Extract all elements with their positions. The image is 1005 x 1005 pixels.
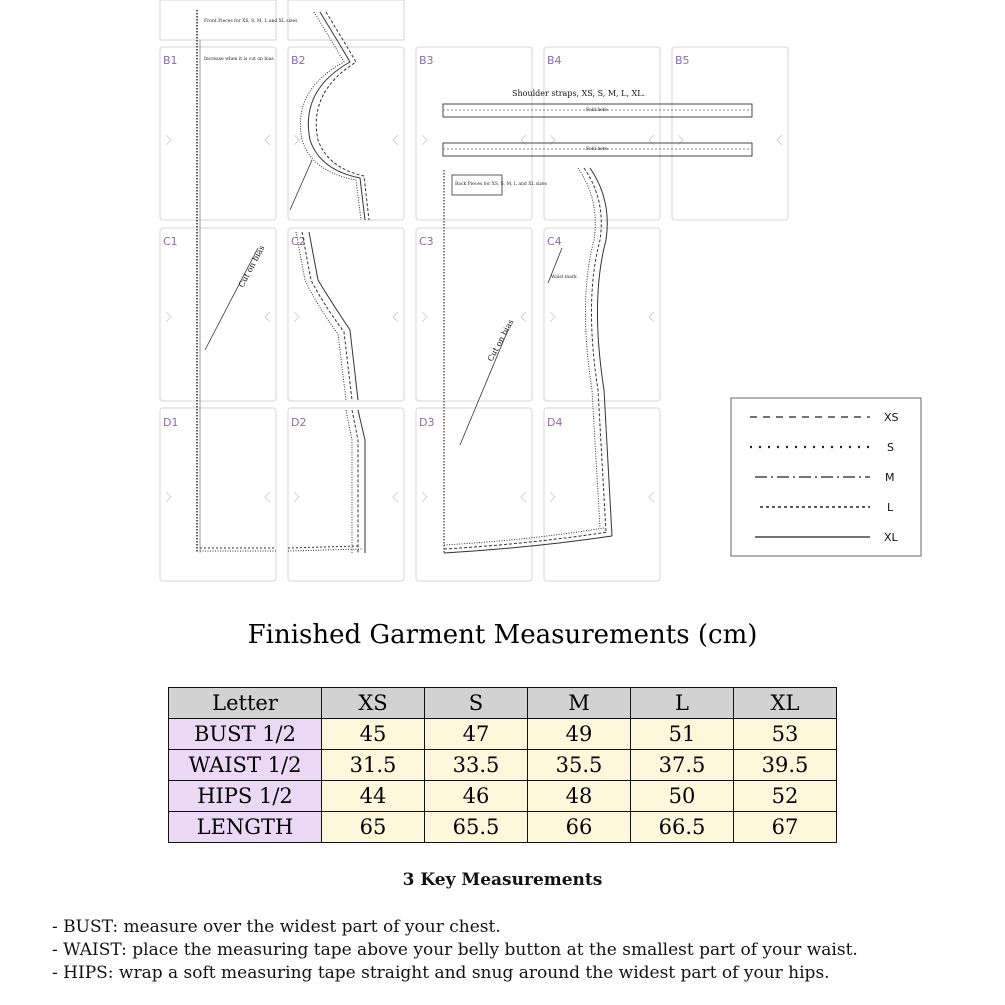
- tile-label: B3: [419, 54, 434, 67]
- table-row: [169, 750, 837, 781]
- tile-label: C4: [547, 235, 562, 248]
- table-cell: 31.5: [322, 750, 425, 781]
- page-title: Finished Garment Measurements (cm): [247, 620, 758, 650]
- row-header: HIPS 1/2: [169, 781, 322, 812]
- tile-label: C3: [419, 235, 434, 248]
- table-cell: 47: [425, 719, 528, 750]
- row-header: LENGTH: [169, 812, 322, 843]
- table-cell: 67: [734, 812, 837, 843]
- tile-label: C1: [163, 235, 178, 248]
- legend-label: XL: [884, 531, 898, 544]
- table-cell: 65: [322, 812, 425, 843]
- tile-B1: [160, 47, 276, 220]
- tile-labels: [163, 54, 690, 429]
- size-legend: [731, 398, 921, 556]
- tile-B2: [288, 47, 404, 220]
- table-cell: 45: [322, 719, 425, 750]
- table-cell: 33.5: [425, 750, 528, 781]
- table-cell: 51: [631, 719, 734, 750]
- table-row: [169, 812, 837, 843]
- tile-label: D1: [163, 416, 179, 429]
- waist-mark: Waist mark: [551, 275, 577, 280]
- tile-label: D4: [547, 416, 563, 429]
- tile-label: B2: [291, 54, 306, 67]
- tile-label: B1: [163, 54, 178, 67]
- tile-D2: [288, 408, 404, 581]
- registration-marks: [166, 135, 782, 502]
- legend-label: L: [887, 501, 894, 514]
- tile-D1: [160, 408, 276, 581]
- table-header-row: [169, 688, 837, 719]
- table-cell: 48: [528, 781, 631, 812]
- straps-title: Shoulder straps, XS, S, M, L, XL.: [512, 89, 646, 98]
- column-header: L: [631, 688, 734, 719]
- measurements-table: [168, 687, 837, 843]
- tile-label: D2: [291, 416, 307, 429]
- row-header: BUST 1/2: [169, 719, 322, 750]
- note-line: - BUST: measure over the widest part of your chest.: [52, 917, 501, 937]
- column-header: XL: [734, 688, 837, 719]
- note-line: - WAIST: place the measuring tape above your belly button at the smallest part of your waist.: [52, 940, 858, 960]
- column-header: Letter: [169, 688, 322, 719]
- tile-label: C2: [291, 235, 306, 248]
- cut-on-bias-label: Cut on bias: [236, 244, 267, 289]
- table-cell: 65.5: [425, 812, 528, 843]
- table-cell: 37.5: [631, 750, 734, 781]
- grain-arrows: [205, 160, 562, 445]
- legend-label: S: [887, 441, 894, 454]
- table-cell: 52: [734, 781, 837, 812]
- tile-label: B4: [547, 54, 562, 67]
- strap-label: Fold here: [586, 147, 608, 152]
- column-header: XS: [322, 688, 425, 719]
- table-cell: 66.5: [631, 812, 734, 843]
- tile-D3: [416, 408, 532, 581]
- column-header: S: [425, 688, 528, 719]
- tile-B4: [544, 47, 660, 220]
- table-cell: 50: [631, 781, 734, 812]
- note-line: - HIPS: wrap a soft measuring tape straight and snug around the widest part of your hips.: [52, 963, 830, 983]
- measurement-notes: [52, 916, 858, 985]
- table-cell: 35.5: [528, 750, 631, 781]
- table-row: [169, 781, 837, 812]
- back-piece: [444, 168, 612, 553]
- back-note-text: Back Pieces for XS, S, M, L and XL sizes: [455, 182, 547, 187]
- table-cell: 46: [425, 781, 528, 812]
- table-cell: 44: [322, 781, 425, 812]
- table-cell: 39.5: [734, 750, 837, 781]
- tile-D4: [544, 408, 660, 581]
- front-note-text: Front Pieces for XS, S, M, L and XL sizes: [204, 19, 298, 24]
- legend-label: M: [885, 471, 895, 484]
- cut-on-bias-label: Cut on bias: [485, 318, 516, 363]
- table-cell: 49: [528, 719, 631, 750]
- front-piece: [197, 10, 369, 553]
- tile-C3: [416, 228, 532, 401]
- pattern-tiles: [160, 47, 788, 581]
- table-row: [169, 719, 837, 750]
- tile-B3: [416, 47, 532, 220]
- tile-C2: [288, 228, 404, 401]
- table-cell: 53: [734, 719, 837, 750]
- column-header: M: [528, 688, 631, 719]
- tile-B5: [672, 47, 788, 220]
- key-measurements-heading: 3 Key Measurements: [402, 870, 603, 890]
- front-note-text2: Increase when it is cut on bias: [204, 57, 274, 62]
- row-header: WAIST 1/2: [169, 750, 322, 781]
- table-cell: 66: [528, 812, 631, 843]
- tile-label: B5: [675, 54, 690, 67]
- legend-label: XS: [884, 411, 899, 424]
- tile-label: D3: [419, 416, 435, 429]
- strap-label: Fold here: [586, 108, 608, 113]
